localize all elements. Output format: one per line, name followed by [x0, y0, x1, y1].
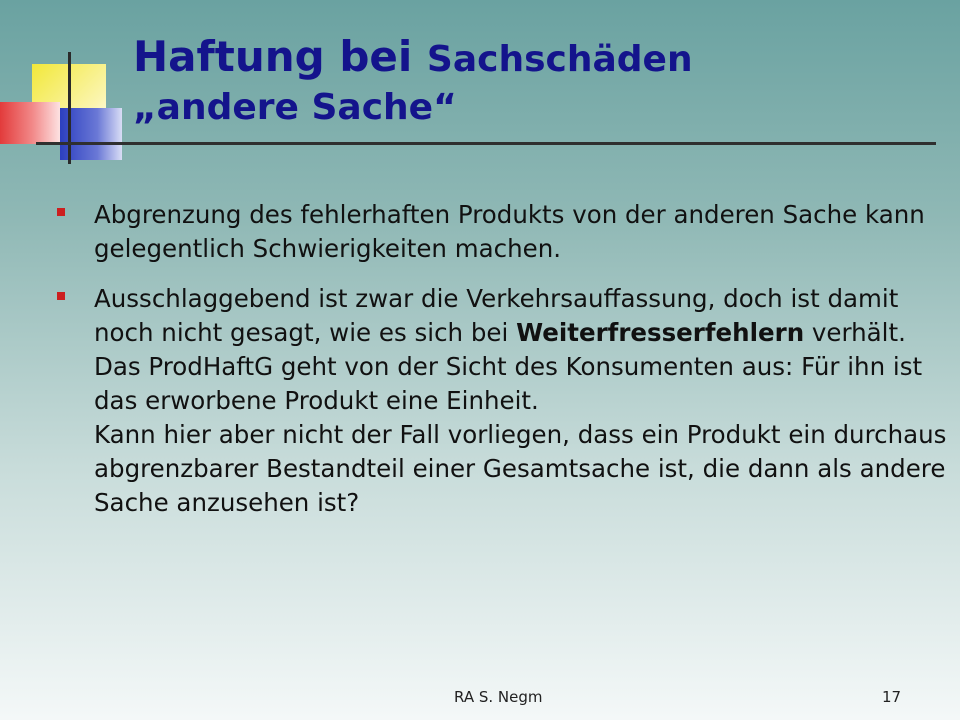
- bullet-text-continued: Kann hier aber nicht der Fall vorliegen, dass ein Produkt ein durchaus abgrenzbarer Bestandteil einer Gesamtsache ist, die dann als andere Sache anzusehen ist?: [94, 420, 947, 517]
- title-line-2: „andere Sache“: [133, 87, 457, 128]
- page-number: 17: [882, 688, 902, 706]
- title-underline-rule: [36, 142, 936, 145]
- square-bullet-icon: [57, 292, 65, 300]
- title-line-1: [133, 32, 693, 85]
- bullet-bold-term: Weiterfresserfehlern: [516, 318, 805, 347]
- bullet-text-before: Ausschlaggebend ist zwar die Verkehrsauffassung, doch ist damit noch nicht gesagt, wie es sich bei: [94, 284, 899, 347]
- bullet-list: [54, 198, 954, 536]
- bullet-item: [54, 282, 954, 520]
- title-secondary-text: Sachschäden: [426, 39, 693, 80]
- bullet-item: [54, 198, 954, 266]
- red-square: [0, 102, 60, 144]
- bullet-text: Abgrenzung des fehlerhaften Produkts von der anderen Sache kann gelegentlich Schwierigkeiten machen.: [94, 200, 925, 263]
- vertical-rule: [68, 52, 71, 164]
- slide-title: [133, 32, 693, 131]
- bullet-text-after: verhält. Das ProdHaftG geht von der Sicht des Konsumenten aus: Für ihn ist das erworbene Produkt eine Einheit.: [94, 318, 923, 415]
- footer-author: RA S. Negm: [454, 688, 543, 706]
- title-main-text: Haftung bei: [133, 32, 427, 81]
- square-bullet-icon: [57, 208, 65, 216]
